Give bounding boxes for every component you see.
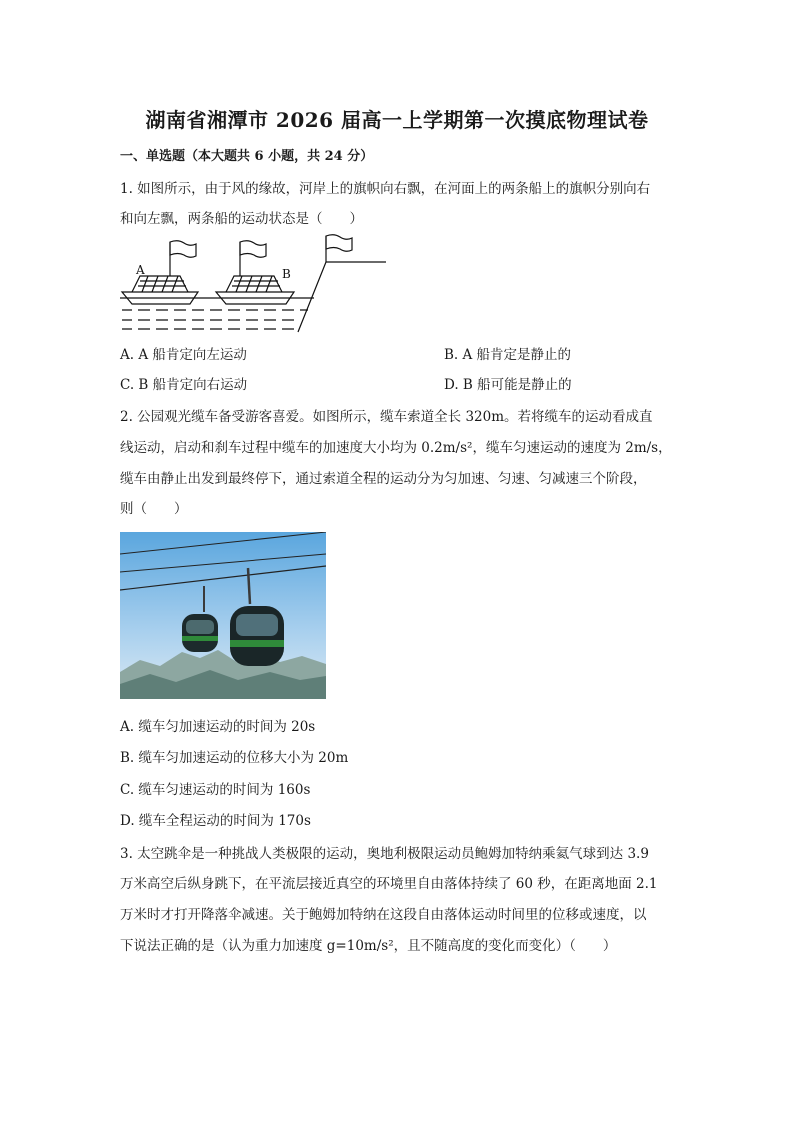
- boats-river-figure: [118, 234, 388, 336]
- q1-text-line-1: 1. 如图所示，由于风的缘故，河岸上的旗帜向右飘，在河面上的两条船上的旗帜分别向右: [120, 181, 651, 197]
- boat-a-flag: [170, 241, 196, 258]
- river-bank: [298, 262, 386, 332]
- q1-option-d: D. B 船可能是静止的: [444, 377, 572, 393]
- bank-flag: [326, 235, 352, 252]
- q3-text-line-1: 3. 太空跳伞是一种挑战人类极限的运动，奥地利极限运动员鲍姆加特纳乘氦气球到达 3.9: [120, 846, 649, 862]
- q3-text-line-3: 万米时才打开降落伞减速。关于鲍姆加特纳在这段自由落体运动时间里的位移或速度，以: [120, 907, 647, 923]
- q2-text-line-4: 则（ ）: [120, 501, 188, 517]
- boat-a-label: A: [136, 263, 145, 277]
- q2-text-line-1: 2. 公园观光缆车备受游客喜爱。如图所示，缆车索道全长 320m。若将缆车的运动看成直: [120, 409, 653, 425]
- q1-option-c: C. B 船肯定向右运动: [120, 377, 248, 393]
- page-title: 湖南省湘潭市 2026 届高一上学期第一次摸底物理试卷: [145, 108, 649, 132]
- q1-option-a: A. A 船肯定向左运动: [120, 347, 247, 363]
- q2-option-a: A. 缆车匀加速运动的时间为 20s: [120, 719, 316, 735]
- q2-option-d: D. 缆车全程运动的时间为 170s: [120, 813, 311, 829]
- q1-text-line-2: 和向左飘，两条船的运动状态是（ ）: [120, 211, 363, 227]
- q3-text-line-4: 下说法正确的是（认为重力加速度 g=10m/s²，且不随高度的变化而变化）（ ）: [120, 938, 617, 954]
- cable-car-photo: [120, 532, 326, 699]
- q2-option-b: B. 缆车匀加速运动的位移大小为 20m: [120, 750, 349, 766]
- q1-option-b: B. A 船肯定是静止的: [444, 347, 572, 363]
- q2-option-c: C. 缆车匀速运动的时间为 160s: [120, 782, 311, 798]
- section-heading: 一、单选题（本大题共 6 小题，共 24 分）: [120, 149, 374, 164]
- q2-text-line-3: 缆车由静止出发到最终停下，通过索道全程的运动分为匀加速、匀速、匀减速三个阶段，: [120, 471, 647, 487]
- boat-b-label: B: [282, 267, 291, 281]
- q3-text-line-2: 万米高空后纵身跳下，在平流层接近真空的环境里自由落体持续了 60 秒，在距离地面 2.1: [120, 876, 658, 892]
- q2-text-line-2: 线运动，启动和刹车过程中缆车的加速度大小均为 0.2m/s²，缆车匀速运动的速度为 2m/s，: [120, 440, 672, 456]
- boat-b-flag: [240, 241, 266, 258]
